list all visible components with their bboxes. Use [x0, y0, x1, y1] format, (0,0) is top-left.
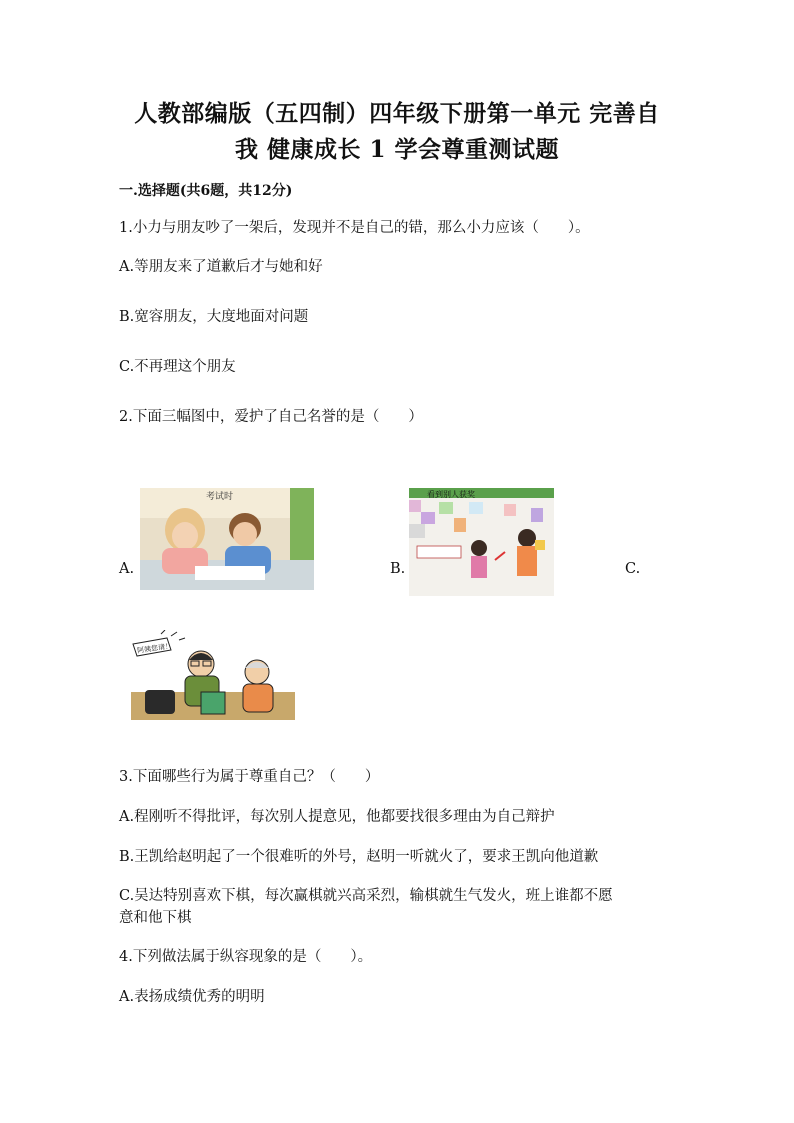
title-line-2: 我 健康成长 1 学会尊重测试题	[234, 136, 560, 163]
question-4-stem: 4.下列做法属于纵容现象的是（ ）。	[119, 949, 373, 965]
section-heading: 一.选择题(共6题，共12分)	[119, 183, 293, 199]
option-c-picture	[131, 630, 295, 720]
question-1-option-a: A.等朋友来了道歉后才与她和好	[119, 259, 323, 275]
option-b-picture	[409, 488, 554, 596]
question-3-option-c-line-1: C.吴达特别喜欢下棋，每次赢棋就兴高采烈，输棋就生气发火，班上谁都不愿	[119, 888, 613, 904]
question-3-option-b: B.王凯给赵明起了一个很难听的外号，赵明一听就火了，要求王凯向他道歉	[119, 849, 599, 865]
question-3-option-c-line-2: 意和他下棋	[119, 910, 192, 926]
question-2-option-a-label: A.	[119, 561, 135, 577]
question-1-option-c: C.不再理这个朋友	[119, 359, 236, 375]
option-b-caption: 看到别人获奖	[427, 490, 475, 499]
question-3-stem: 3.下面哪些行为属于尊重自己？（ ）	[119, 769, 380, 785]
question-2-option-c-label: C.	[625, 561, 641, 577]
title-line-1: 人教部编版（五四制）四年级下册第一单元 完善自	[134, 100, 660, 127]
page-title	[100, 96, 694, 168]
question-1-option-b: B.宽容朋友，大度地面对问题	[119, 309, 309, 325]
option-a-caption: 考试时	[206, 492, 234, 502]
question-4-option-a: A.表扬成绩优秀的明明	[119, 989, 265, 1005]
question-2-stem: 2.下面三幅图中，爱护了自己名誉的是（ ）	[119, 409, 423, 425]
option-a-picture	[140, 488, 314, 590]
question-2-option-b-label: B.	[390, 561, 406, 577]
option-c-caption: 阿姨您请！	[136, 642, 173, 655]
question-1-stem: 1.小力与朋友吵了一架后，发现并不是自己的错，那么小力应该（ ）。	[119, 220, 590, 236]
question-3-option-a: A.程刚听不得批评，每次别人提意见，他都要找很多理由为自己辩护	[119, 809, 555, 825]
